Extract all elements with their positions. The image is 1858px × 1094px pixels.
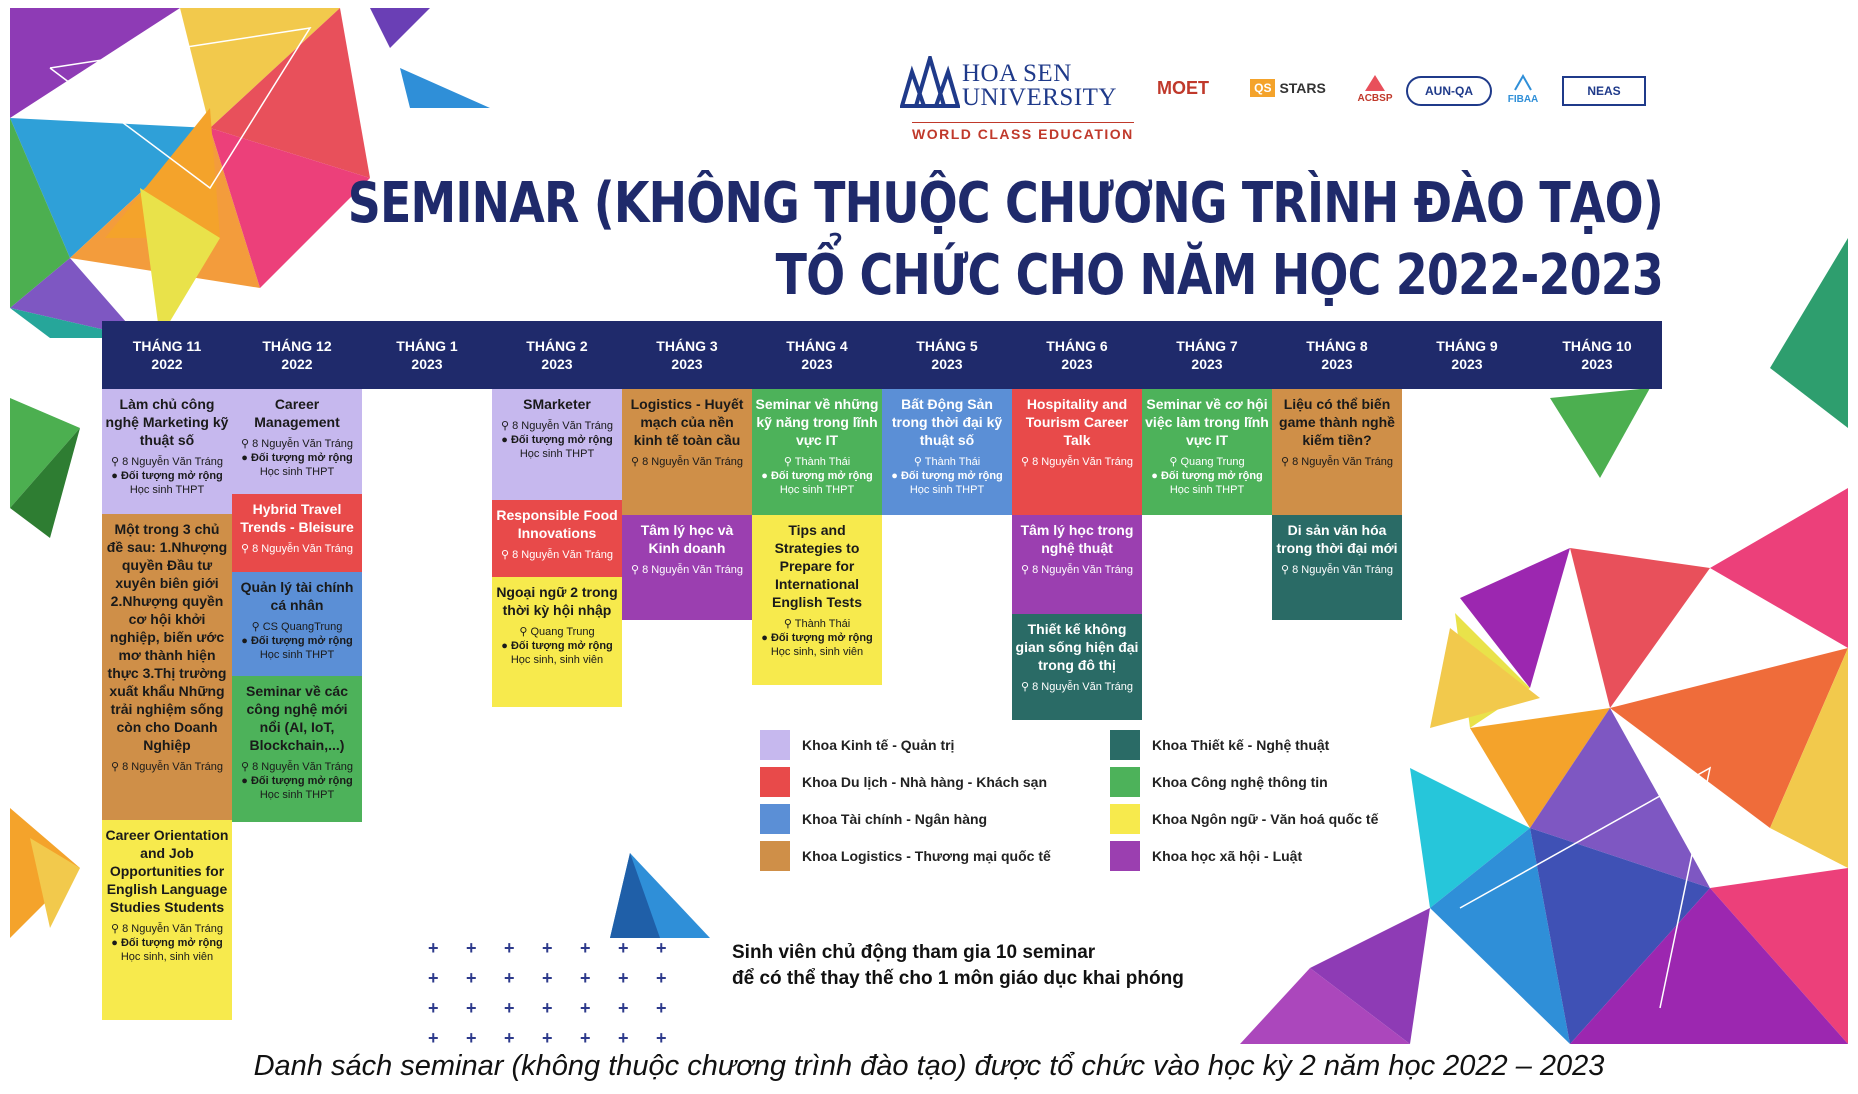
- seminar-meta1: 8 Nguyễn Văn Tráng: [122, 761, 224, 773]
- seminar-card: [752, 515, 882, 685]
- title-line2: TỔ CHỨC CHO NĂM HỌC 2022-2023: [775, 243, 1663, 308]
- seminar-card: [1272, 389, 1402, 515]
- month-label: THÁNG 7: [1176, 338, 1238, 354]
- page-title: [348, 168, 1663, 312]
- month-year: 2023: [1451, 356, 1483, 372]
- legend-item: [1110, 767, 1328, 797]
- location-pin-icon: ⚲: [110, 456, 123, 468]
- month-label: THÁNG 8: [1306, 338, 1368, 354]
- location-pin-icon: ⚲: [1020, 456, 1033, 468]
- seminar-card: [1012, 389, 1142, 515]
- month-label: THÁNG 9: [1436, 338, 1498, 354]
- location-pin-icon: ⚲: [240, 761, 253, 773]
- seminar-card: [622, 389, 752, 515]
- seminar-card: [102, 389, 232, 514]
- seminar-card: [1142, 389, 1272, 515]
- month-header: [1272, 321, 1402, 389]
- seminar-meta1: CS QuangTrung: [262, 621, 343, 633]
- person-icon: ●: [761, 632, 771, 644]
- plus-mark: +: [542, 938, 553, 958]
- location-pin-icon: ⚲: [1280, 564, 1293, 576]
- seminar-meta2: Đối tượng mở rộng: [510, 434, 613, 446]
- seminar-meta1: 8 Nguyễn Văn Tráng: [252, 543, 354, 555]
- month-header: [622, 321, 752, 389]
- seminar-meta2: Đối tượng mở rộng: [770, 470, 873, 482]
- location-pin-icon: ⚲: [110, 761, 123, 773]
- plus-mark: +: [504, 968, 515, 988]
- seminar-meta: [1272, 563, 1402, 577]
- note-line1: Sinh viên chủ động tham gia 10 seminar: [732, 942, 1096, 963]
- acbsp-logo: [1350, 64, 1400, 112]
- month-header: [1532, 321, 1662, 389]
- logo-slogan: WORLD CLASS EDUCATION: [912, 122, 1134, 142]
- legend-item: [760, 730, 954, 760]
- location-pin-icon: ⚲: [630, 564, 643, 576]
- plus-mark: +: [428, 938, 439, 958]
- figure-caption: Danh sách seminar (không thuộc chương trình đào tạo) được tổ chức vào học kỳ 2 năm học 2022 – 2023: [253, 1050, 1605, 1082]
- month-label: THÁNG 1: [396, 338, 458, 354]
- seminar-title: Thiết kế không gian sống hiện đại trong đô thị: [1015, 621, 1139, 673]
- seminar-meta1: 8 Nguyễn Văn Tráng: [642, 456, 744, 468]
- seminar-title: Liệu có thể biến game thành nghề kiếm tiền?: [1279, 396, 1395, 448]
- seminar-meta2: Đối tượng mở rộng: [250, 452, 353, 464]
- legend-swatch: [760, 841, 790, 871]
- location-pin-icon: ⚲: [240, 543, 253, 555]
- seminar-meta1: 8 Nguyễn Văn Tráng: [642, 564, 744, 576]
- seminar-meta2: Đối tượng mở rộng: [510, 640, 613, 652]
- seminar-card: [102, 820, 232, 1020]
- seminar-meta1: 8 Nguyễn Văn Tráng: [252, 761, 354, 773]
- seminar-meta3: Học sinh, sinh viên: [120, 951, 214, 963]
- fibaa-icon: [1511, 72, 1535, 94]
- seminar-meta1: Thành Thái: [794, 618, 851, 630]
- title-line1: SEMINAR (KHÔNG THUỘC CHƯƠNG TRÌNH ĐÀO TẠO): [347, 171, 1663, 236]
- seminar-meta2: Đối tượng mở rộng: [900, 470, 1003, 482]
- month-label: THÁNG 11: [132, 338, 202, 354]
- month-header: [492, 321, 622, 389]
- seminar-meta1: 8 Nguyễn Văn Tráng: [512, 420, 614, 432]
- legend-item: [760, 767, 1047, 797]
- seminar-card: [492, 577, 622, 707]
- seminar-card: [492, 389, 622, 500]
- month-year: 2023: [1061, 356, 1093, 372]
- month-year: 2023: [671, 356, 703, 372]
- location-pin-icon: ⚲: [1020, 564, 1033, 576]
- seminar-title: Responsible Food Innovations: [496, 507, 618, 541]
- month-year: 2023: [1191, 356, 1223, 372]
- seminar-title: Làm chủ công nghệ Marketing kỹ thuật số: [105, 396, 229, 448]
- month-label: THÁNG 12: [262, 338, 332, 354]
- month-label: THÁNG 2: [526, 338, 588, 354]
- month-header: [362, 321, 492, 389]
- person-icon: ●: [241, 775, 251, 787]
- location-pin-icon: ⚲: [240, 438, 253, 450]
- plus-mark: +: [656, 998, 667, 1018]
- fibaa-logo: [1500, 64, 1546, 112]
- person-icon: ●: [501, 434, 511, 446]
- seminar-card: [752, 389, 882, 515]
- seminar-card: [232, 676, 362, 822]
- seminar-meta2: Đối tượng mở rộng: [120, 470, 223, 482]
- seminar-meta: [232, 542, 362, 556]
- month-year: 2022: [151, 356, 183, 372]
- seminar-meta3: Học sinh THPT: [909, 484, 985, 496]
- seminar-meta: [752, 617, 882, 659]
- seminar-meta: [622, 455, 752, 469]
- seminar-card: [622, 515, 752, 620]
- seminar-meta: [752, 455, 882, 497]
- seminar-title: Career Management: [254, 396, 340, 430]
- seminar-meta3: Học sinh THPT: [129, 484, 205, 496]
- seminar-meta1: 8 Nguyễn Văn Tráng: [252, 438, 354, 450]
- plus-mark: +: [580, 1028, 591, 1044]
- legend-item: [1110, 730, 1329, 760]
- plus-mark: +: [542, 998, 553, 1018]
- plus-mark: +: [618, 968, 629, 988]
- legend-swatch: [760, 767, 790, 797]
- seminar-meta: [232, 760, 362, 802]
- seminar-meta2: Đối tượng mở rộng: [120, 937, 223, 949]
- legend-swatch: [760, 804, 790, 834]
- plus-mark: +: [580, 998, 591, 1018]
- legend-label: Khoa Thiết kế - Nghệ thuật: [1152, 737, 1330, 753]
- seminar-meta: [1012, 563, 1142, 577]
- plus-mark: +: [466, 968, 477, 988]
- location-pin-icon: ⚲: [519, 626, 531, 638]
- month-label: THÁNG 6: [1046, 338, 1108, 354]
- legend-swatch: [760, 730, 790, 760]
- seminar-title: Logistics - Huyết mạch của nền kinh tế toàn cầu: [630, 396, 744, 448]
- seminar-meta: [232, 437, 362, 479]
- seminar-card: [882, 389, 1012, 515]
- legend-item: [760, 804, 987, 834]
- seminar-meta: [1272, 455, 1402, 469]
- person-icon: ●: [241, 635, 251, 647]
- seminar-title: Hybrid Travel Trends - Bleisure: [240, 501, 354, 535]
- month-header: [102, 321, 232, 389]
- seminar-meta: [622, 563, 752, 577]
- seminar-poster: [10, 8, 1848, 1044]
- legend-label: Khoa Logistics - Thương mại quốc tế: [802, 848, 1051, 864]
- plus-mark: +: [466, 938, 477, 958]
- seminar-meta: [232, 620, 362, 662]
- seminar-meta: [1012, 455, 1142, 469]
- month-header: [752, 321, 882, 389]
- legend-swatch: [1110, 730, 1140, 760]
- plus-mark: +: [504, 1028, 515, 1044]
- person-icon: ●: [241, 452, 251, 464]
- seminar-meta3: Học sinh THPT: [259, 789, 335, 801]
- month-header: [1012, 321, 1142, 389]
- location-pin-icon: ⚲: [913, 456, 925, 468]
- plus-mark: +: [656, 938, 667, 958]
- month-header: [1402, 321, 1532, 389]
- month-year: 2023: [1581, 356, 1613, 372]
- seminar-title: Seminar về những kỹ năng trong lĩnh vực IT: [755, 396, 879, 448]
- seminar-note: [732, 940, 1184, 992]
- seminar-meta: [102, 455, 232, 497]
- seminar-meta: [492, 419, 622, 461]
- seminar-meta1: 8 Nguyễn Văn Tráng: [122, 923, 224, 935]
- seminar-title: Quản lý tài chính cá nhân: [240, 579, 354, 613]
- seminar-meta: [492, 625, 622, 667]
- acbsp-icon: [1363, 73, 1387, 93]
- seminar-card: [492, 500, 622, 577]
- month-header: [232, 321, 362, 389]
- seminar-meta2: Đối tượng mở rộng: [250, 635, 353, 647]
- seminar-meta: [1142, 455, 1272, 497]
- legend-label: Khoa Kinh tế - Quản trị: [802, 737, 955, 753]
- location-pin-icon: ⚲: [110, 923, 123, 935]
- seminar-card: [1012, 515, 1142, 614]
- seminar-meta1: Thành Thái: [924, 456, 981, 468]
- month-year: 2022: [281, 356, 313, 372]
- seminar-title: Career Orientation and Job Opportunities for English Language Studies Students: [105, 827, 229, 915]
- seminar-title: Tâm lý học và Kinh doanh: [640, 522, 734, 556]
- seminar-card: [102, 514, 232, 820]
- fibaa-label: FIBAA: [1507, 93, 1539, 105]
- month-header: [1142, 321, 1272, 389]
- seminar-meta1: Quang Trung: [530, 626, 595, 638]
- aun-qa-logo: AUN-QA: [1406, 76, 1492, 106]
- seminar-title: Di sản văn hóa trong thời đại mới: [1276, 522, 1398, 556]
- seminar-meta3: Học sinh, sinh viên: [770, 646, 864, 658]
- person-icon: ●: [501, 640, 511, 652]
- seminar-title: Hospitality and Tourism Career Talk: [1025, 396, 1129, 448]
- plus-mark: +: [428, 998, 439, 1018]
- logo-name-line1: HOA SEN: [962, 60, 1072, 87]
- moet-logo: MOET: [1157, 77, 1209, 98]
- seminar-meta3: Học sinh THPT: [1169, 484, 1245, 496]
- month-year: 2023: [411, 356, 443, 372]
- plus-mark: +: [580, 938, 591, 958]
- plus-mark: +: [656, 1028, 667, 1044]
- location-pin-icon: ⚲: [500, 420, 513, 432]
- plus-mark: +: [618, 998, 629, 1018]
- location-pin-icon: ⚲: [783, 618, 795, 630]
- seminar-title: Một trong 3 chủ đề sau: 1.Nhượng quyền Đầu tư xuyên biên giới 2.Nhượng quyền cơ hội khởi nghiệp, biến ước mơ thành hiện thực 3.Thị trường xuất khẩu Những trải nghiệm sống còn cho Doanh Nghiệp: [106, 521, 228, 753]
- logo-name-line2: UNIVERSITY: [962, 84, 1117, 111]
- seminar-card: [232, 389, 362, 494]
- legend-label: Khoa Tài chính - Ngân hàng: [802, 811, 988, 827]
- month-label: THÁNG 5: [916, 338, 978, 354]
- location-pin-icon: ⚲: [500, 549, 513, 561]
- seminar-meta1: Quang Trung: [1180, 456, 1245, 468]
- month-label: THÁNG 10: [1562, 338, 1632, 354]
- seminar-meta: [492, 548, 622, 562]
- month-header-bar: [102, 321, 1662, 389]
- qs-stars-logo: QS STARS: [1240, 64, 1336, 112]
- seminar-meta2: Đối tượng mở rộng: [770, 632, 873, 644]
- seminar-meta: [882, 455, 1012, 497]
- seminar-title: Bất Động Sản trong thời đại kỹ thuật số: [891, 396, 1003, 448]
- month-label: THÁNG 3: [656, 338, 718, 354]
- seminar-card: [1012, 614, 1142, 720]
- plus-mark: +: [466, 1028, 477, 1044]
- neas-logo: NEAS: [1562, 76, 1646, 106]
- seminar-meta3: Học sinh THPT: [779, 484, 855, 496]
- seminar-meta2: Đối tượng mở rộng: [250, 775, 353, 787]
- seminar-title: SMarketer: [523, 396, 591, 412]
- lotus-icon: [900, 56, 960, 112]
- seminar-card: [232, 494, 362, 572]
- location-pin-icon: ⚲: [251, 621, 263, 633]
- plus-mark: +: [618, 938, 629, 958]
- seminar-title: Seminar về cơ hội việc làm trong lĩnh vực IT: [1145, 396, 1269, 448]
- person-icon: ●: [111, 470, 121, 482]
- legend-swatch: [1110, 767, 1140, 797]
- seminar-meta3: Học sinh THPT: [259, 466, 335, 478]
- plus-mark: +: [504, 998, 515, 1018]
- plus-mark: +: [542, 968, 553, 988]
- seminar-meta: [102, 922, 232, 964]
- seminar-title: Tips and Strategies to Prepare for International English Tests: [772, 522, 862, 610]
- seminar-meta3: Học sinh THPT: [519, 448, 595, 460]
- seminar-meta: [102, 760, 232, 774]
- legend-label: Khoa học xã hội - Luật: [1152, 848, 1303, 864]
- seminar-meta2: Đối tượng mở rộng: [1160, 470, 1263, 482]
- seminar-meta1: 8 Nguyễn Văn Tráng: [122, 456, 224, 468]
- month-header: [882, 321, 1012, 389]
- seminar-meta1: 8 Nguyễn Văn Tráng: [1292, 564, 1394, 576]
- seminar-title: Tâm lý học trong nghệ thuật: [1020, 522, 1134, 556]
- legend-label: Khoa Công nghệ thông tin: [1152, 774, 1328, 790]
- location-pin-icon: ⚲: [783, 456, 795, 468]
- acbsp-label: ACBSP: [1357, 92, 1393, 104]
- seminar-meta1: 8 Nguyễn Văn Tráng: [512, 549, 614, 561]
- person-icon: ●: [1151, 470, 1161, 482]
- plus-mark: +: [542, 1028, 553, 1044]
- month-label: THÁNG 4: [786, 338, 848, 354]
- location-pin-icon: ⚲: [630, 456, 643, 468]
- seminar-meta1: 8 Nguyễn Văn Tráng: [1032, 681, 1134, 693]
- seminar-meta1: 8 Nguyễn Văn Tráng: [1032, 564, 1134, 576]
- location-pin-icon: ⚲: [1169, 456, 1181, 468]
- seminar-meta3: Học sinh THPT: [259, 649, 335, 661]
- legend-swatch: [1110, 841, 1140, 871]
- month-year: 2023: [801, 356, 833, 372]
- location-pin-icon: ⚲: [1280, 456, 1293, 468]
- seminar-meta1: 8 Nguyễn Văn Tráng: [1032, 456, 1134, 468]
- person-icon: ●: [761, 470, 771, 482]
- note-line2: để có thể thay thế cho 1 môn giáo dục khai phóng: [732, 968, 1184, 989]
- legend-label: Khoa Du lịch - Nhà hàng - Khách sạn: [802, 774, 1048, 790]
- seminar-title: Ngoại ngữ 2 trong thời kỳ hội nhập: [496, 584, 618, 618]
- plus-mark: +: [466, 998, 477, 1018]
- plus-mark: +: [580, 968, 591, 988]
- plus-mark: +: [618, 1028, 629, 1044]
- plus-mark: +: [428, 1028, 439, 1044]
- university-logo: [900, 50, 1140, 146]
- seminar-card: [1272, 515, 1402, 620]
- legend-item: [760, 841, 1051, 871]
- legend-item: [1110, 804, 1378, 834]
- location-pin-icon: ⚲: [1020, 681, 1033, 693]
- month-year: 2023: [541, 356, 573, 372]
- legend-item: [1110, 841, 1302, 871]
- plus-mark: +: [428, 968, 439, 988]
- legend-label: Khoa Ngôn ngữ - Văn hoá quốc tế: [1152, 811, 1379, 827]
- plus-mark: +: [656, 968, 667, 988]
- seminar-meta3: Học sinh, sinh viên: [510, 654, 604, 666]
- plus-mark: +: [504, 938, 515, 958]
- seminar-title: Seminar về các công nghệ mới nổi (AI, IoT, Blockchain,...): [246, 683, 348, 753]
- person-icon: ●: [891, 470, 901, 482]
- person-icon: ●: [111, 937, 121, 949]
- seminar-meta: [1012, 680, 1142, 694]
- qs-stars-label: STARS: [1279, 80, 1326, 96]
- seminar-meta1: Thành Thái: [794, 456, 851, 468]
- seminar-meta1: 8 Nguyễn Văn Tráng: [1292, 456, 1394, 468]
- month-year: 2023: [1321, 356, 1353, 372]
- seminar-card: [232, 572, 362, 676]
- month-year: 2023: [931, 356, 963, 372]
- legend-swatch: [1110, 804, 1140, 834]
